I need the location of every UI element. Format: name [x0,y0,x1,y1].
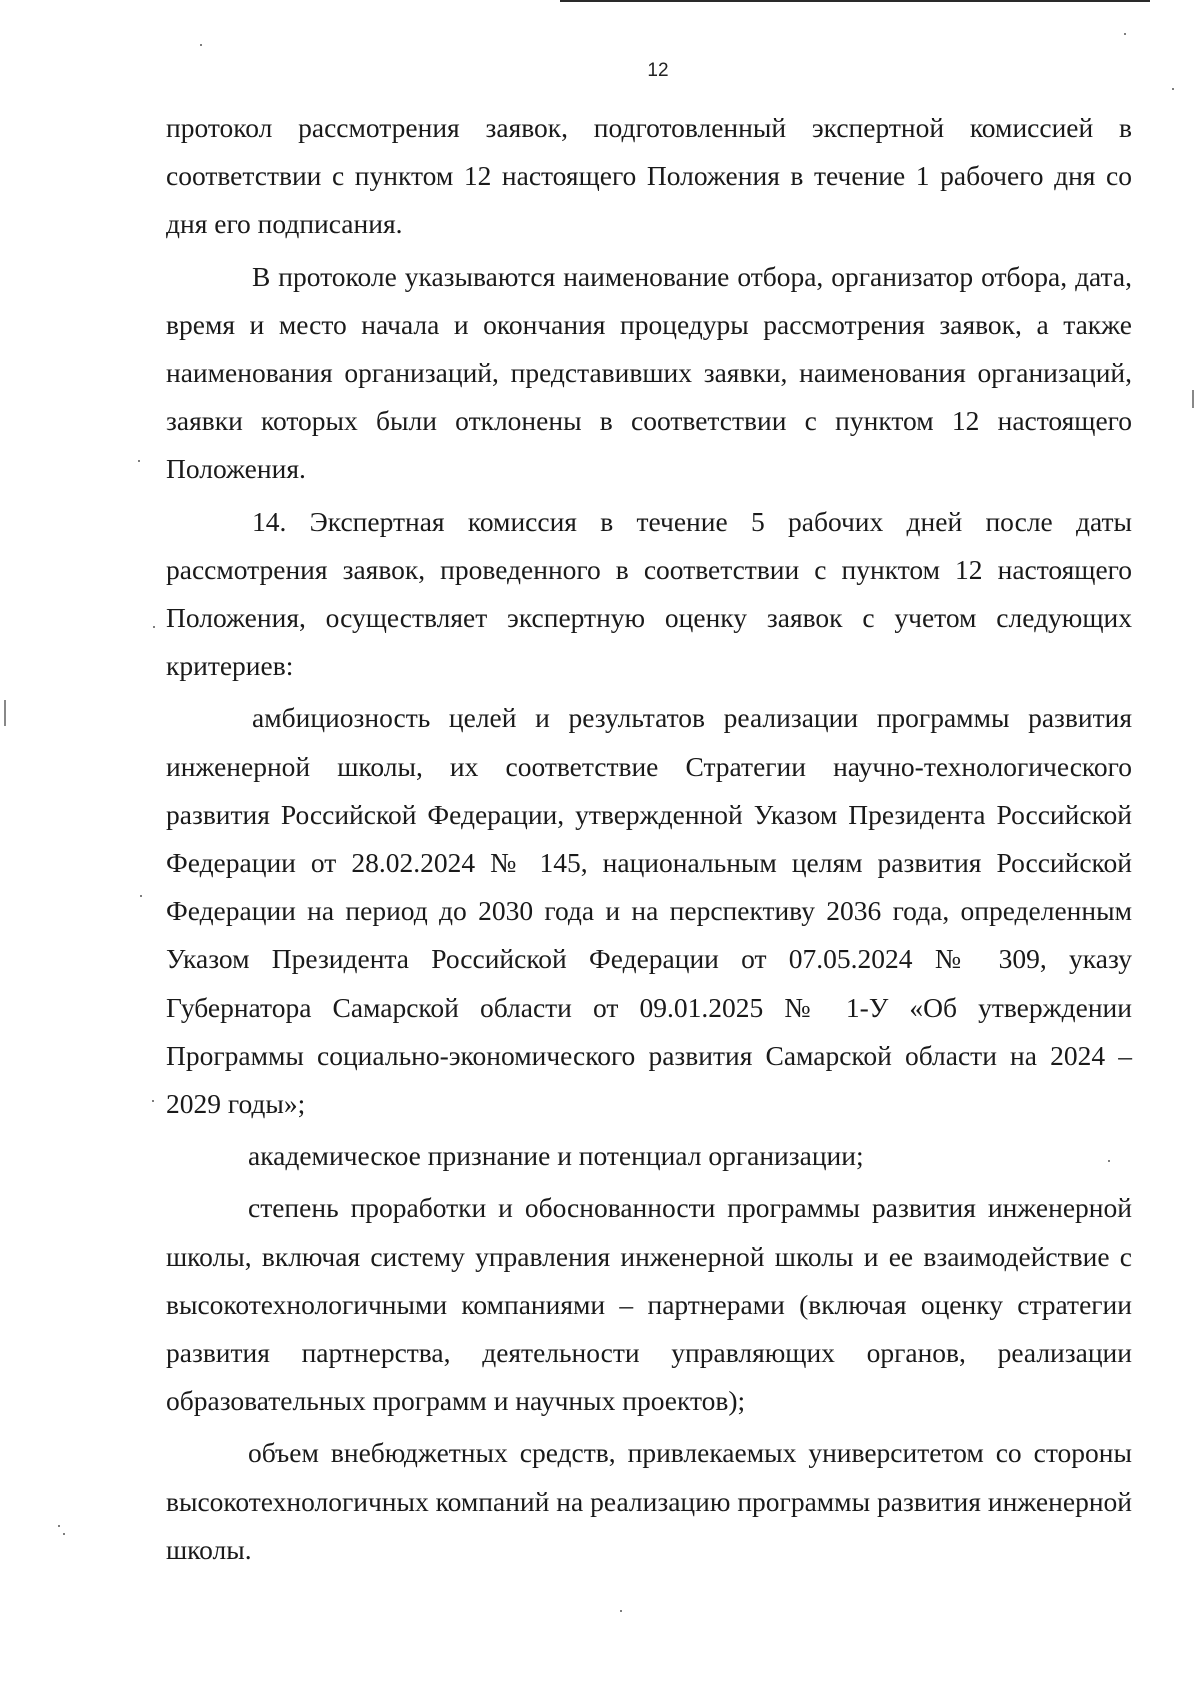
scan-edge-mark [4,700,6,726]
paragraph-protocol-continuation: протокол рассмотрения заявок, подготовленный экспертной комиссией в соответствии с пунктом 12 настоящего Положения в течение 1 рабочего дня со дня его подписания. [166,112,1132,240]
scan-speck [140,895,142,897]
criterion-ambition: амбициозность целей и результатов реализации программы развития инженерной школы, их соответствие Стратегии научно-технологического развития Российской Федерации, утвержденной Указом Президента Российской Федерации от 28.02.2024 № 145, национальным целям развития Российской Федерации на период до 2030 года и на перспективу 2036 года, определенным Указом Президента Российской Федерации от 07.05.2024 № 309, указу Губернатора Самарской области от 09.01.2025 № 1-У «Об утверждении Программы социально-экономического развития Самарской области на 2024 – 2029 годы»; [166,702,1132,1120]
scan-speck [620,1610,622,1612]
criterion-elaboration: степень проработки и обоснованности программы развития инженерной школы, включая систему управления инженерной школы и ее взаимодействие с высокотехнологичными компаниями – партнерами (включая оценку стратегии развития партнерства, деятельности управляющих органов, реализации образовательных программ и научных проектов); [166,1192,1132,1417]
top-border-line [560,0,1150,2]
scan-speck [63,1533,65,1535]
scan-speck [200,44,202,46]
scan-speck [1108,1160,1110,1162]
scan-speck [1172,88,1174,90]
scan-speck [153,626,155,628]
paragraph-item-14: 14. Экспертная комиссия в течение 5 рабочих дней после даты рассмотрения заявок, проведенного в соответствии с пунктом 12 настоящего Положения, осуществляет экспертную оценку заявок с учетом следующих критериев: [166,505,1132,682]
paragraph-protocol-contents: В протоколе указываются наименование отбора, организатор отбора, дата, время и место начала и окончания процедуры рассмотрения заявок, а также наименования организаций, представивших заявки, наименования организаций, заявки которых были отклонены в соответствии с пунктом 12 настоящего Положения. [166,260,1132,485]
scan-speck [138,460,140,462]
scan-speck [152,1100,154,1102]
criterion-extrabudgetary-funds: объем внебюджетных средств, привлекаемых университетом со стороны высокотехнологичных компаний на реализацию программы развития инженерной школы. [166,1437,1132,1565]
criterion-academic-recognition: академическое признание и потенциал организации; [248,1140,864,1172]
scan-speck [1124,33,1126,35]
page-number: 12 [647,60,669,81]
scan-edge-mark [1192,390,1194,408]
document-body [166,104,1132,1574]
scan-speck [58,1525,60,1527]
